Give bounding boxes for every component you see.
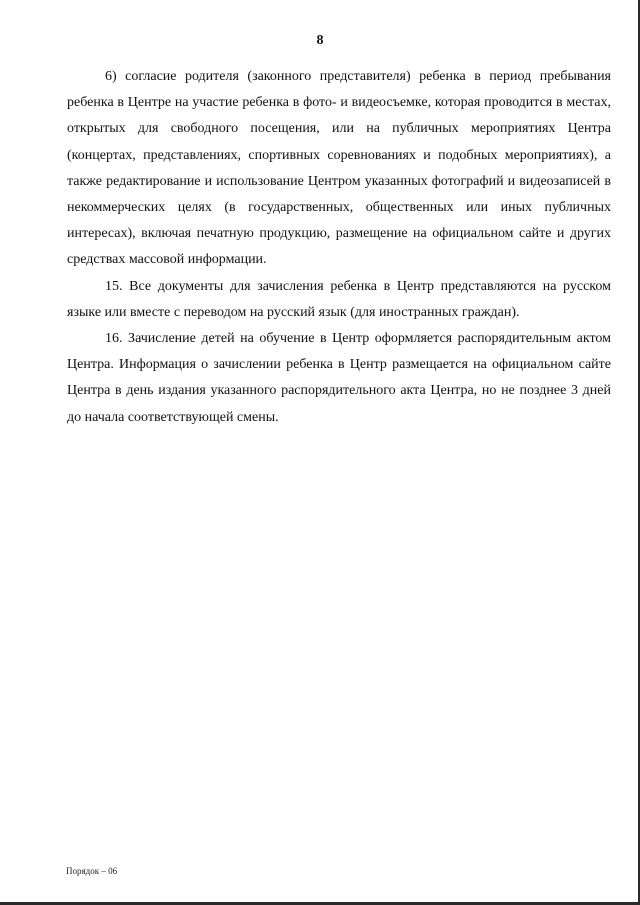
paragraph-15-documents-language: 15. Все документы для зачисления ребенка в Центр представляются на русском языке или вместе с переводом на русский язык (для иностранных граждан). (67, 278, 611, 320)
document-body (67, 64, 611, 431)
footer-document-code: Порядок – 06 (66, 866, 118, 876)
paragraph-16-enrollment-act: 16. Зачисление детей на обучение в Центр оформляется распорядительным актом Центра. Информация о зачислении ребенка в Центр размещается на официальном сайте Центра в день издания указанного распорядительного акта Центра, но не позднее 3 дней до начала соответствующей смены. (67, 331, 611, 425)
page-number: 8 (316, 33, 324, 48)
paragraph-consent-photo-video: 6) согласие родителя (законного представителя) ребенка в период пребывания ребенка в Центре на участие ребенка в фото- и видеосъемке, которая проводится в местах, открытых для свободного посещения, или на публичных мероприятиях Центра (концертах, представлениях, спортивных соревнованиях и подобных мероприятиях), а также редактирование и использование Центром указанных фотографий и видеозаписей в некоммерческих целях (в государственных, общественных или иных публичных интересах), включая печатную продукцию, размещение на официальном сайте и других средствах массовой информации. (67, 69, 611, 268)
